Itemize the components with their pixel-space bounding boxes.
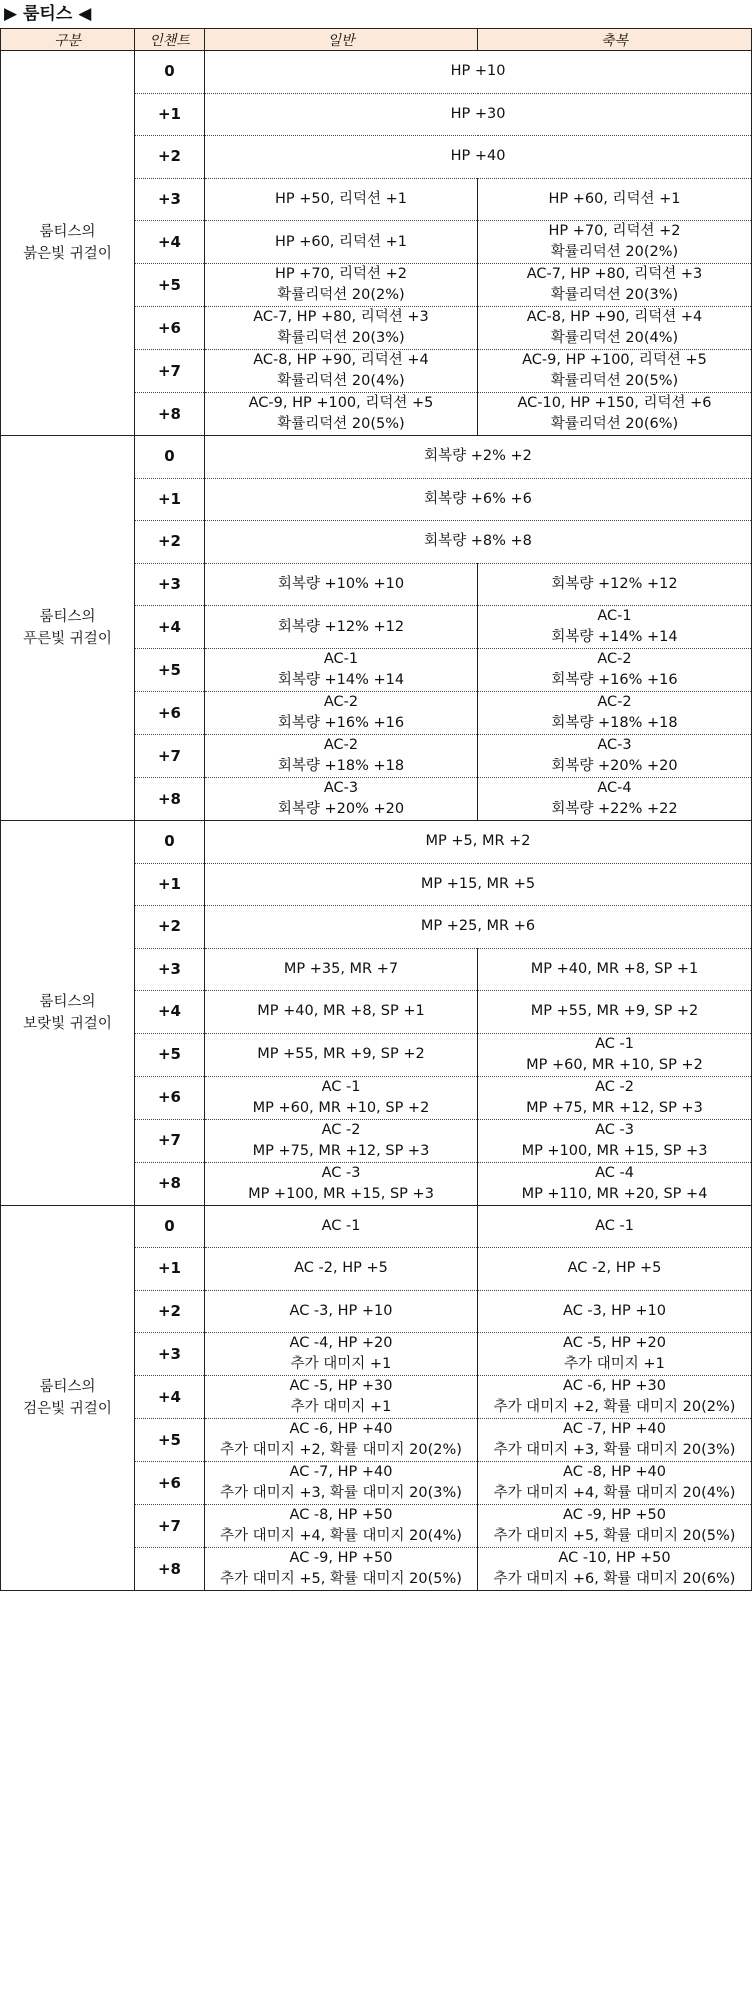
enchant-level-cell: +6 [135,307,205,350]
category-cell [1,436,135,821]
cell-text-line: AC -6, HP +30 [563,1378,666,1394]
normal-effect-cell [205,1248,478,1291]
cell-text-line: 추가 대미지 +2, 확률 대미지 20(2%) [220,1442,462,1458]
cell-text-line: MP +110, MR +20, SP +4 [521,1185,708,1202]
blessed-effect-cell [478,307,752,350]
cell-text-line: AC-2 [597,694,632,710]
header-row [1,29,752,51]
cell-text-line: 추가 대미지 +4, 확률 대미지 20(4%) [220,1528,462,1544]
blessed-effect-cell [478,606,752,649]
cell-text-line: 회복량 +12% +12 [551,575,678,592]
cell-text-line: MP +75, MR +12, SP +3 [526,1099,703,1116]
normal-effect-cell [205,1376,478,1419]
cell-text-line: 보랏빛 귀걸이 [23,1015,112,1032]
normal-effect-cell [205,1290,478,1333]
cell-text-line: 추가 대미지 +3, 확률 대미지 20(3%) [493,1442,736,1458]
cell-text-line: HP +10 [450,63,506,80]
blessed-effect-cell [478,735,752,778]
cell-text-line: 확률리덕션 20(5%) [550,373,679,389]
enchant-level-cell: +1 [135,93,205,136]
blessed-effect-cell [478,221,752,264]
table-body [1,51,752,1591]
cell-text-line: AC -1 [595,1035,634,1052]
enchant-level-cell: +3 [135,948,205,991]
blessed-effect-cell [478,649,752,692]
cell-text-line: AC -2 [321,1121,361,1138]
cell-text-line: AC -6, HP +40 [289,1421,393,1437]
enchant-level-cell: 0 [135,821,205,864]
enchant-level-cell: +4 [135,221,205,264]
enchant-level-cell: +3 [135,563,205,606]
cell-text-line: 푸른빛 귀걸이 [23,631,112,647]
cell-text-line: 추가 대미지 +1 [290,1356,392,1372]
cell-text-line: 검은빛 귀걸이 [23,1400,112,1417]
category-cell [1,1205,135,1591]
blessed-effect-cell [478,1505,752,1548]
cell-text-line: 회복량 +12% +12 [277,618,405,635]
cell-text-line: MP +15, MR +5 [420,875,536,892]
normal-effect-cell [205,1162,478,1205]
cell-text-line: 추가 대미지 +5, 확률 대미지 20(5%) [220,1571,462,1587]
page-title-text: 룸티스 [23,4,73,24]
enchant-level-cell: +8 [135,393,205,436]
table-row [1,51,752,94]
cell-text-line: 확률리덕션 20(5%) [277,416,405,432]
cell-text-line: MP +40, MR +8, SP +1 [530,960,699,977]
cell-text-line: AC -9, HP +50 [563,1507,666,1523]
enchant-level-cell: +2 [135,136,205,179]
cell-text-line: AC -3, HP +10 [289,1302,393,1319]
cell-text-line: AC -3 [595,1121,634,1138]
blessed-effect-cell [478,563,752,606]
blessed-effect-cell [478,1205,752,1248]
normal-effect-cell [205,221,478,264]
enchant-level-cell: 0 [135,436,205,479]
cell-text-line: HP +70, 리덕션 +2 [274,266,408,282]
cell-text-line: AC -1 [321,1217,361,1234]
cell-text-line: HP +40 [450,148,506,165]
cell-text-line: AC-8, HP +90, 리덕션 +4 [526,309,703,325]
enchant-level-cell: +5 [135,649,205,692]
cell-text-line: AC-10, HP +150, 리덕션 +6 [517,395,712,411]
cell-text-line: AC-7, HP +80, 리덕션 +3 [253,309,429,325]
merged-effect-cell [205,478,752,521]
normal-effect-cell [205,1505,478,1548]
blessed-effect-cell [478,692,752,735]
cell-text-line: 추가 대미지 +3, 확률 대미지 20(3%) [220,1485,462,1501]
cell-text-line: AC -4 [595,1164,634,1181]
merged-effect-cell [205,906,752,949]
cell-text-line: 룸티스의 [39,609,96,625]
blessed-effect-cell [478,1376,752,1419]
cell-text-line: AC -4, HP +20 [289,1335,393,1351]
left-triangle-icon: ◀ [78,4,92,24]
merged-effect-cell [205,521,752,564]
blessed-effect-cell [478,1290,752,1333]
enchant-level-cell: +4 [135,991,205,1034]
right-triangle-icon: ▶ [4,4,18,24]
cell-text-line: 회복량 +16% +16 [551,672,678,688]
blessed-effect-cell [478,1162,752,1205]
cell-text-line: MP +75, MR +12, SP +3 [252,1142,430,1159]
table-row [1,436,752,479]
blessed-effect-cell [478,1248,752,1291]
enchant-level-cell: +3 [135,1333,205,1376]
cell-text-line: AC -9, HP +50 [289,1550,393,1566]
normal-effect-cell [205,1333,478,1376]
blessed-effect-cell [478,948,752,991]
enchant-level-cell: +6 [135,1076,205,1119]
enchant-level-cell: 0 [135,51,205,94]
header-blessed: 축복 [478,29,752,51]
cell-text-line: 회복량 +16% +16 [277,715,405,731]
cell-text-line: 추가 대미지 +2, 확률 대미지 20(2%) [493,1399,736,1415]
merged-effect-cell [205,863,752,906]
blessed-effect-cell [478,393,752,436]
cell-text-line: 회복량 +20% +20 [277,801,405,817]
cell-text-line: 룸티스의 [39,993,96,1010]
cell-text-line: AC-3 [323,780,359,796]
enchant-level-cell: +5 [135,1033,205,1076]
cell-text-line: MP +5, MR +2 [425,833,531,850]
normal-effect-cell [205,393,478,436]
cell-text-line: MP +25, MR +6 [420,918,536,935]
normal-effect-cell [205,991,478,1034]
normal-effect-cell [205,264,478,307]
normal-effect-cell [205,606,478,649]
enchant-level-cell: +7 [135,1505,205,1548]
enchant-table [0,28,752,1591]
normal-effect-cell [205,948,478,991]
cell-text-line: 회복량 +6% +6 [424,490,532,507]
cell-text-line: 회복량 +8% +8 [424,533,532,550]
enchant-level-cell: +5 [135,264,205,307]
cell-text-line: AC -5, HP +30 [289,1378,393,1394]
cell-text-line: 확률리덕션 20(3%) [277,330,405,346]
page-title [4,1,91,27]
enchant-level-cell: +4 [135,1376,205,1419]
normal-effect-cell [205,1033,478,1076]
header-normal: 일반 [205,29,478,51]
cell-text-line: 추가 대미지 +1 [290,1399,392,1415]
merged-effect-cell [205,51,752,94]
cell-text-line: AC -1 [321,1078,361,1095]
normal-effect-cell [205,1119,478,1162]
cell-text-line: 추가 대미지 +1 [564,1356,665,1372]
cell-text-line: AC-9, HP +100, 리덕션 +5 [248,395,434,411]
enchant-level-cell: +7 [135,1119,205,1162]
blessed-effect-cell [478,1033,752,1076]
blessed-effect-cell [478,350,752,393]
enchant-level-cell: +4 [135,606,205,649]
cell-text-line: AC -8, HP +40 [563,1464,666,1480]
cell-text-line: MP +35, MR +7 [283,960,399,977]
cell-text-line: 확률리덕션 20(6%) [550,416,679,432]
cell-text-line: HP +70, 리덕션 +2 [548,223,681,239]
category-cell [1,51,135,436]
table-row [1,821,752,864]
enchant-level-cell: +6 [135,1462,205,1505]
enchant-level-cell: +5 [135,1419,205,1462]
enchant-level-cell: +8 [135,1548,205,1591]
category-cell [1,821,135,1206]
enchant-level-cell: +7 [135,350,205,393]
cell-text-line: HP +60, 리덕션 +1 [274,233,408,250]
cell-text-line: AC -8, HP +50 [289,1507,393,1523]
cell-text-line: AC-8, HP +90, 리덕션 +4 [253,352,429,368]
blessed-effect-cell [478,991,752,1034]
merged-effect-cell [205,436,752,479]
cell-text-line: 회복량 +18% +18 [277,758,405,774]
blessed-effect-cell [478,264,752,307]
cell-text-line: AC -7, HP +40 [289,1464,393,1480]
blessed-effect-cell [478,1548,752,1591]
cell-text-line: 확률리덕션 20(3%) [550,287,679,303]
cell-text-line: AC -5, HP +20 [563,1335,666,1351]
blessed-effect-cell [478,1419,752,1462]
enchant-level-cell: +1 [135,1248,205,1291]
cell-text-line: 회복량 +14% +14 [277,672,405,688]
normal-effect-cell [205,1205,478,1248]
blessed-effect-cell [478,1462,752,1505]
normal-effect-cell [205,735,478,778]
enchant-level-cell: +7 [135,735,205,778]
cell-text-line: 붉은빛 귀걸이 [23,246,112,262]
cell-text-line: MP +100, MR +15, SP +3 [248,1185,434,1202]
cell-text-line: AC -7, HP +40 [563,1421,666,1437]
cell-text-line: AC -3, HP +10 [563,1302,666,1319]
cell-text-line: AC -2 [595,1078,634,1095]
cell-text-line: 회복량 +18% +18 [551,715,678,731]
blessed-effect-cell [478,778,752,821]
blessed-effect-cell [478,1333,752,1376]
blessed-effect-cell [478,1119,752,1162]
normal-effect-cell [205,350,478,393]
enchant-level-cell: +1 [135,478,205,521]
cell-text-line: MP +55, MR +9, SP +2 [257,1046,425,1062]
cell-text-line: 회복량 +10% +10 [277,575,405,592]
cell-text-line: AC-1 [323,651,359,667]
cell-text-line: 확률리덕션 20(4%) [277,373,405,389]
merged-effect-cell [205,93,752,136]
enchant-level-cell: +8 [135,1162,205,1205]
normal-effect-cell [205,563,478,606]
merged-effect-cell [205,136,752,179]
cell-text-line: MP +100, MR +15, SP +3 [521,1142,708,1159]
cell-text-line: AC-2 [597,651,632,667]
cell-text-line: MP +40, MR +8, SP +1 [257,1003,425,1020]
cell-text-line: AC -3 [321,1164,361,1181]
cell-text-line: MP +60, MR +10, SP +2 [252,1099,430,1116]
enchant-level-cell: +6 [135,692,205,735]
cell-text-line: HP +30 [450,105,506,122]
normal-effect-cell [205,649,478,692]
normal-effect-cell [205,1462,478,1505]
enchant-level-cell: +2 [135,1290,205,1333]
cell-text-line: 추가 대미지 +6, 확률 대미지 20(6%) [493,1571,736,1587]
cell-text-line: 추가 대미지 +4, 확률 대미지 20(4%) [493,1485,736,1501]
cell-text-line: MP +55, MR +9, SP +2 [530,1003,699,1020]
enchant-level-cell: +8 [135,778,205,821]
cell-text-line: AC-2 [323,694,359,710]
cell-text-line: AC-7, HP +80, 리덕션 +3 [526,266,703,282]
header-enchant: 인챈트 [135,29,205,51]
cell-text-line: 회복량 +20% +20 [551,758,678,774]
cell-text-line: 확률리덕션 20(4%) [550,330,679,346]
normal-effect-cell [205,1076,478,1119]
normal-effect-cell [205,178,478,221]
cell-text-line: 룸티스의 [39,224,96,240]
cell-text-line: AC-9, HP +100, 리덕션 +5 [522,352,707,368]
cell-text-line: AC-4 [597,780,632,796]
cell-text-line: AC-2 [323,737,359,753]
blessed-effect-cell [478,1076,752,1119]
cell-text-line: HP +50, 리덕션 +1 [274,190,408,207]
enchant-level-cell: +3 [135,178,205,221]
cell-text-line: 확률리덕션 20(2%) [550,244,679,260]
cell-text-line: 회복량 +14% +14 [551,629,678,645]
enchant-level-cell: +2 [135,521,205,564]
enchant-level-cell: 0 [135,1205,205,1248]
header-category: 구분 [1,29,135,51]
cell-text-line: 회복량 +2% +2 [424,448,532,465]
cell-text-line: AC-3 [597,737,632,753]
cell-text-line: 회복량 +22% +22 [551,801,678,817]
normal-effect-cell [205,1548,478,1591]
blessed-effect-cell [478,178,752,221]
cell-text-line: HP +60, 리덕션 +1 [548,190,681,207]
normal-effect-cell [205,1419,478,1462]
cell-text-line: AC -2, HP +5 [294,1260,388,1277]
cell-text-line: AC-1 [597,608,632,624]
cell-text-line: AC -2, HP +5 [567,1260,662,1277]
enchant-level-cell: +1 [135,863,205,906]
enchant-table-container [0,28,751,1591]
cell-text-line: 확률리덕션 20(2%) [277,287,405,303]
cell-text-line: AC -10, HP +50 [558,1550,671,1566]
table-row [1,1205,752,1248]
enchant-level-cell: +2 [135,906,205,949]
cell-text-line: 추가 대미지 +5, 확률 대미지 20(5%) [493,1528,736,1544]
cell-text-line: AC -1 [595,1217,634,1234]
normal-effect-cell [205,692,478,735]
cell-text-line: MP +60, MR +10, SP +2 [526,1056,703,1073]
merged-effect-cell [205,821,752,864]
normal-effect-cell [205,778,478,821]
normal-effect-cell [205,307,478,350]
cell-text-line: 룸티스의 [39,1378,96,1395]
